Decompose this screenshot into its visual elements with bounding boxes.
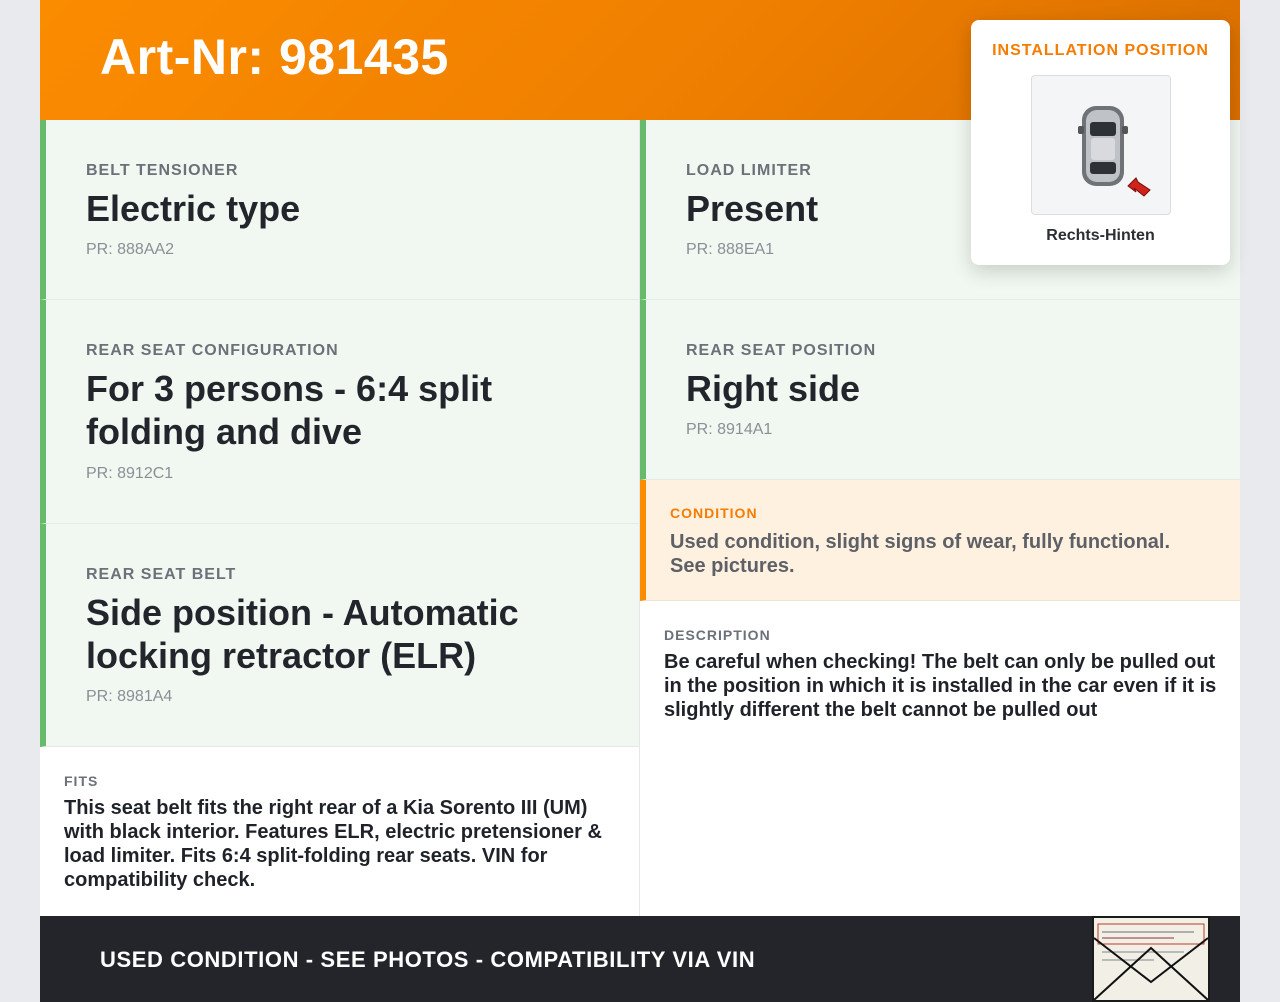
vehicle-document-image <box>1092 916 1210 1002</box>
condition-text: Used condition, slight signs of wear, fully functional. See pictures. <box>670 531 1171 577</box>
belt-tensioner-label: BELT TENSIONER <box>86 162 239 179</box>
belt-tensioner-pr: PR: 888AA2 <box>86 241 175 258</box>
installation-position-caption: Rechts-Hinten <box>1046 227 1155 244</box>
belt-tensioner-cell <box>40 120 640 300</box>
rear-seat-position-cell <box>640 300 1240 480</box>
belt-tensioner-value: Electric type <box>86 188 301 229</box>
condition-label: CONDITION <box>670 505 758 521</box>
rear-seat-configuration-cell <box>40 300 640 524</box>
rear-seat-position-value: Right side <box>686 368 861 409</box>
fits-section <box>40 747 639 916</box>
rear-seat-belt-label: REAR SEAT BELT <box>86 566 237 583</box>
installation-position-title: INSTALLATION POSITION <box>992 42 1209 59</box>
footer-text: USED CONDITION - SEE PHOTOS - COMPATIBILITY VIA VIN <box>100 947 756 972</box>
rear-seat-configuration-pr: PR: 8912C1 <box>86 465 174 482</box>
description-text: Be careful when checking! The belt can only be pulled out in the position in which it is installed in the car even if it is slightly different the belt cannot be pulled out <box>664 651 1217 721</box>
condition-section <box>640 480 1240 601</box>
car-top-view-icon <box>1032 76 1172 216</box>
page-footer <box>40 916 1240 1002</box>
load-limiter-label: LOAD LIMITER <box>686 162 812 179</box>
rear-seat-configuration-value: For 3 persons - 6:4 split folding and dive <box>86 368 493 452</box>
rear-seat-position-label: REAR SEAT POSITION <box>686 342 877 359</box>
rear-seat-belt-cell <box>40 524 640 747</box>
rear-seat-belt-value: Side position - Automatic locking retractor (ELR) <box>86 592 519 676</box>
rear-seat-position-pr: PR: 8914A1 <box>686 421 773 438</box>
rear-seat-configuration-label: REAR SEAT CONFIGURATION <box>86 342 339 359</box>
car-position-image <box>1031 75 1171 215</box>
fits-label: FITS <box>64 773 99 789</box>
description-section <box>640 601 1240 916</box>
column-divider <box>639 120 640 916</box>
description-label: DESCRIPTION <box>664 627 771 643</box>
article-number-title: Art-Nr: 981435 <box>100 29 449 85</box>
fits-text: This seat belt fits the right rear of a Kia Sorento III (UM) with black interior. Features ELR, electric pretensioner & load limiter. Fits 6:4 split-folding rear seats. VIN for compatibility check. <box>64 797 602 891</box>
document-envelope-icon <box>1094 918 1208 1000</box>
rear-seat-belt-pr: PR: 8981A4 <box>86 688 173 705</box>
installation-position-card <box>971 20 1230 265</box>
load-limiter-pr: PR: 888EA1 <box>686 241 775 258</box>
load-limiter-value: Present <box>686 188 819 229</box>
